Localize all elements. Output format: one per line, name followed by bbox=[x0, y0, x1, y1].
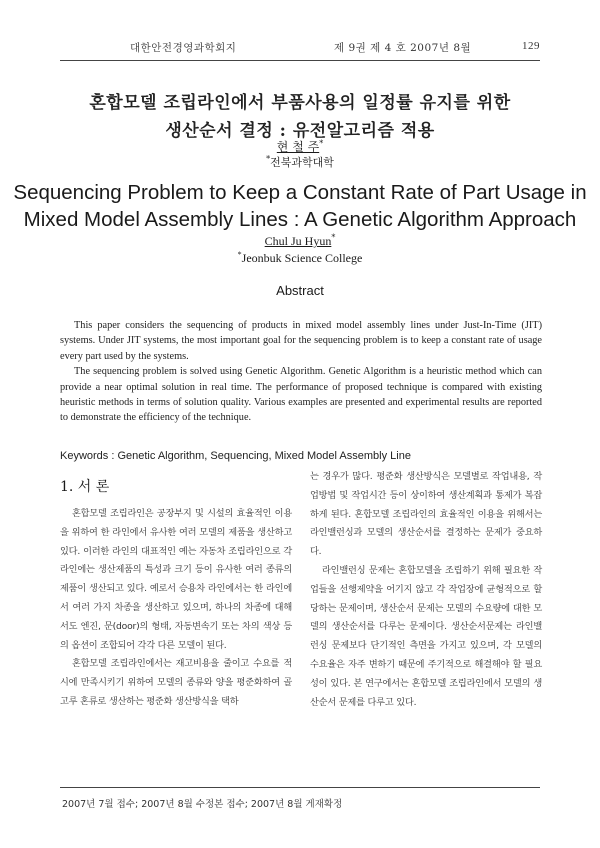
abstract-paragraph-1: This paper considers the sequencing of products in mixed model assembly lines under Just-In-Time (JIT) systems. Under JIT systems, the most important goal for the sequencing problem is to keep a constant rate of usage every part used by the systems. bbox=[60, 320, 542, 362]
submission-dates-footnote: 2007년 7월 접수; 2007년 8월 수정본 접수; 2007년 8월 게재확정 bbox=[62, 799, 343, 810]
author-english-name: Chul Ju Hyun bbox=[264, 234, 332, 248]
running-header-issue: 제 9권 제 4 호 2007년 8월 bbox=[334, 42, 472, 54]
footnote-rule bbox=[60, 787, 540, 788]
page-number: 129 bbox=[522, 40, 540, 52]
title-english-line2: Mixed Model Assembly Lines : A Genetic Algorithm Approach bbox=[23, 208, 577, 231]
section-title: 1. 서 론 bbox=[60, 479, 110, 495]
abstract-heading: Abstract bbox=[276, 283, 324, 298]
body-paragraph: 혼합모델 조립라인에서는 재고비용을 줄이고 수요를 적시에 만족시키기 위하여 모델의 종류와 양을 평준화하여 골고루 혼류로 생산하는 평준화 생산방식을 택하 bbox=[60, 658, 292, 707]
header-rule bbox=[60, 60, 540, 61]
affiliation-english bbox=[0, 250, 600, 266]
author-korean-name: 현 철 주 bbox=[276, 140, 320, 154]
affiliation-english-mark: * bbox=[237, 250, 242, 259]
abstract-body bbox=[60, 318, 542, 426]
body-column-left bbox=[60, 505, 292, 712]
body-column-right bbox=[310, 468, 542, 712]
title-korean-line1: 혼합모델 조립라인에서 부품사용의 일정률 유지를 위한 bbox=[89, 93, 511, 113]
running-header-journal: 대한안전경영과학회지 bbox=[130, 42, 237, 54]
keywords: Keywords : Genetic Algorithm, Sequencing, Mixed Model Assembly Line bbox=[60, 450, 411, 462]
body-paragraph: 라인밸런싱 문제는 혼합모델을 조립하기 위해 필요한 작업들을 선행제약을 어기지 않고 각 작업장에 균형적으로 할당하는 문제이며, 생산순서 문제는 모델의 수요량에 대한 모델의 생산순서를 다루는 문제이다. 생산순서문제는 라인밸런싱 문제보다 단기적인 측면을 가지고 있으며, 각 모델의 수요율은 자주 변하기 때문에 주기적으로 해결해야 할 필요성이 있다. 본 연구에서는 혼합모델 조립라인에서 모델의 생산순서 문제를 다루고 있다. bbox=[310, 564, 542, 708]
affiliation-english-text: Jeonbuk Science College bbox=[241, 251, 363, 265]
body-paragraph: 는 경우가 많다. 평준화 생산방식은 모델별로 작업내용, 작업방법 및 작업시간 등이 상이하여 생산계획과 통제가 복잡하게 된다. 혼합모델 조립라인의 효율적인 이용을 위해서는 라인밸런싱과 모델의 생산순서를 결정하는 문제가 중요하다. bbox=[310, 471, 542, 558]
author-korean-mark: * bbox=[319, 139, 324, 148]
affiliation-korean-text: 전북과학대학 bbox=[270, 156, 334, 169]
abstract-paragraph-2: The sequencing problem is solved using Genetic Algorithm. Genetic Algorithm is a heuristic method which can provide a near optimal solution in real time. The performance of proposed technique is compared with existing heuristic methods in terms of solution quality. Various examples are presented and experimental results are reported to demonstrate the efficiency of the technique. bbox=[60, 366, 542, 424]
author-english-mark: * bbox=[331, 233, 336, 242]
author-english bbox=[0, 233, 600, 249]
title-korean-line2: 생산순서 결정 : 유전알고리즘 적용 bbox=[165, 121, 435, 141]
body-paragraph: 혼합모델 조립라인은 공장부지 및 시설의 효율적인 이용을 위하여 한 라인에서 유사한 여러 모델의 제품을 생산하고 있다. 이러한 라인의 대표적인 예는 자동차 조립라인으로 각 라인에는 생산제품의 특성과 크기 등이 유사한 여러 종류의 제품이 생산되고 있다. 예로서 승용차 라인에서는 한 라인에서 여러 가지 차종을 생산하고 있으며, 하나의 차종에 대해서도 엔진, 문(door)의 형태, 자동변속기 또는 차의 색상 등의 옵션이 조합되어 각각 다른 모델이 된다. bbox=[60, 508, 292, 651]
title-english-line1: Sequencing Problem to Keep a Constant Rate of Part Usage in bbox=[13, 181, 587, 204]
author-korean bbox=[0, 138, 600, 155]
affiliation-korean bbox=[0, 154, 600, 170]
affiliation-korean-mark: * bbox=[266, 154, 271, 164]
